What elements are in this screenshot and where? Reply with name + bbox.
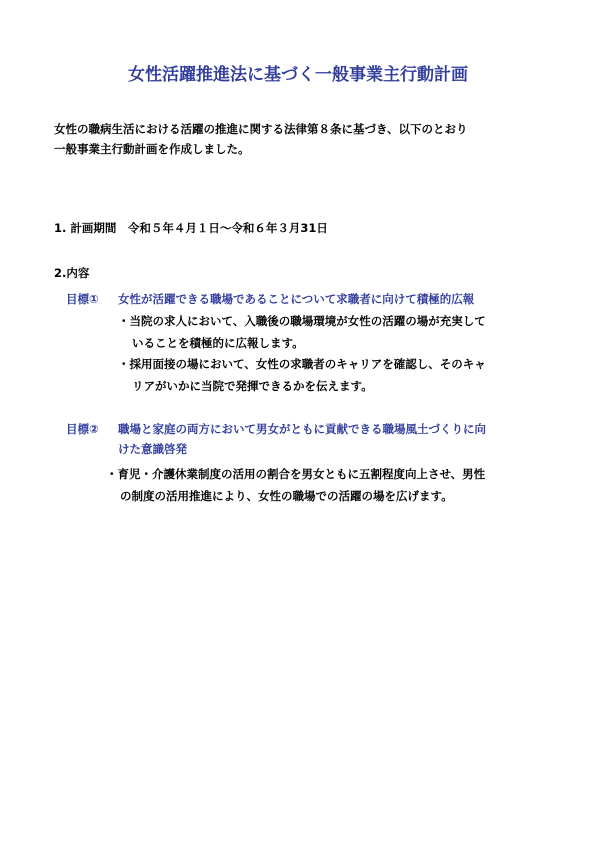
bullet-line: ・育児・介護休業制度の活用の割合を男女ともに五割程度向上させ、男性 [106, 467, 486, 481]
goal-2-bullet-1 [106, 463, 485, 507]
bullet-line: ・当院の求人において、入職後の職場環境が女性の活躍の場が充実して [118, 314, 486, 328]
goal-2-label: 目標② [66, 422, 99, 436]
bullet-line: いることを積極的に広報します。 [132, 336, 304, 350]
goal-1-label: 目標① [66, 292, 99, 306]
bullet-line: の制度の活用推進により、女性の職場での活躍の場を広げます。 [120, 489, 453, 503]
goal-2-text-line-1: 職場と家庭の両方において男女がともに貢献できる職場風土づくりに向 [118, 422, 486, 436]
goal-1 [66, 289, 556, 309]
goal-1-text: 女性が活躍できる職場であることについて求職者に向けて積極的広報 [118, 292, 475, 306]
intro-paragraph [54, 119, 554, 159]
bullet-line: リアがいかに当院で発揮できるかを伝えます。 [132, 379, 373, 393]
bullet-line: ・採用面接の場において、女性の求職者のキャリアを確認し、そのキャ [118, 357, 486, 371]
intro-line-1: 女性の職病生活における活躍の推進に関する法律第８条に基づき、以下のとおり [54, 122, 468, 136]
goal-1-bullet-1 [118, 310, 486, 354]
content-heading: 2.内容 [54, 266, 90, 280]
goal-2-text-line-2: けた意識啓発 [118, 442, 187, 456]
plan-period: 1. 計画期間 令和５年４月１日～令和６年３月31日 [54, 221, 328, 235]
goal-2 [66, 419, 556, 459]
page-title: 女性活躍推進法に基づく一般事業主行動計画 [128, 65, 468, 85]
intro-line-2: 一般事業主行動計画を作成しました。 [54, 142, 250, 156]
goal-1-bullet-2 [118, 353, 486, 397]
